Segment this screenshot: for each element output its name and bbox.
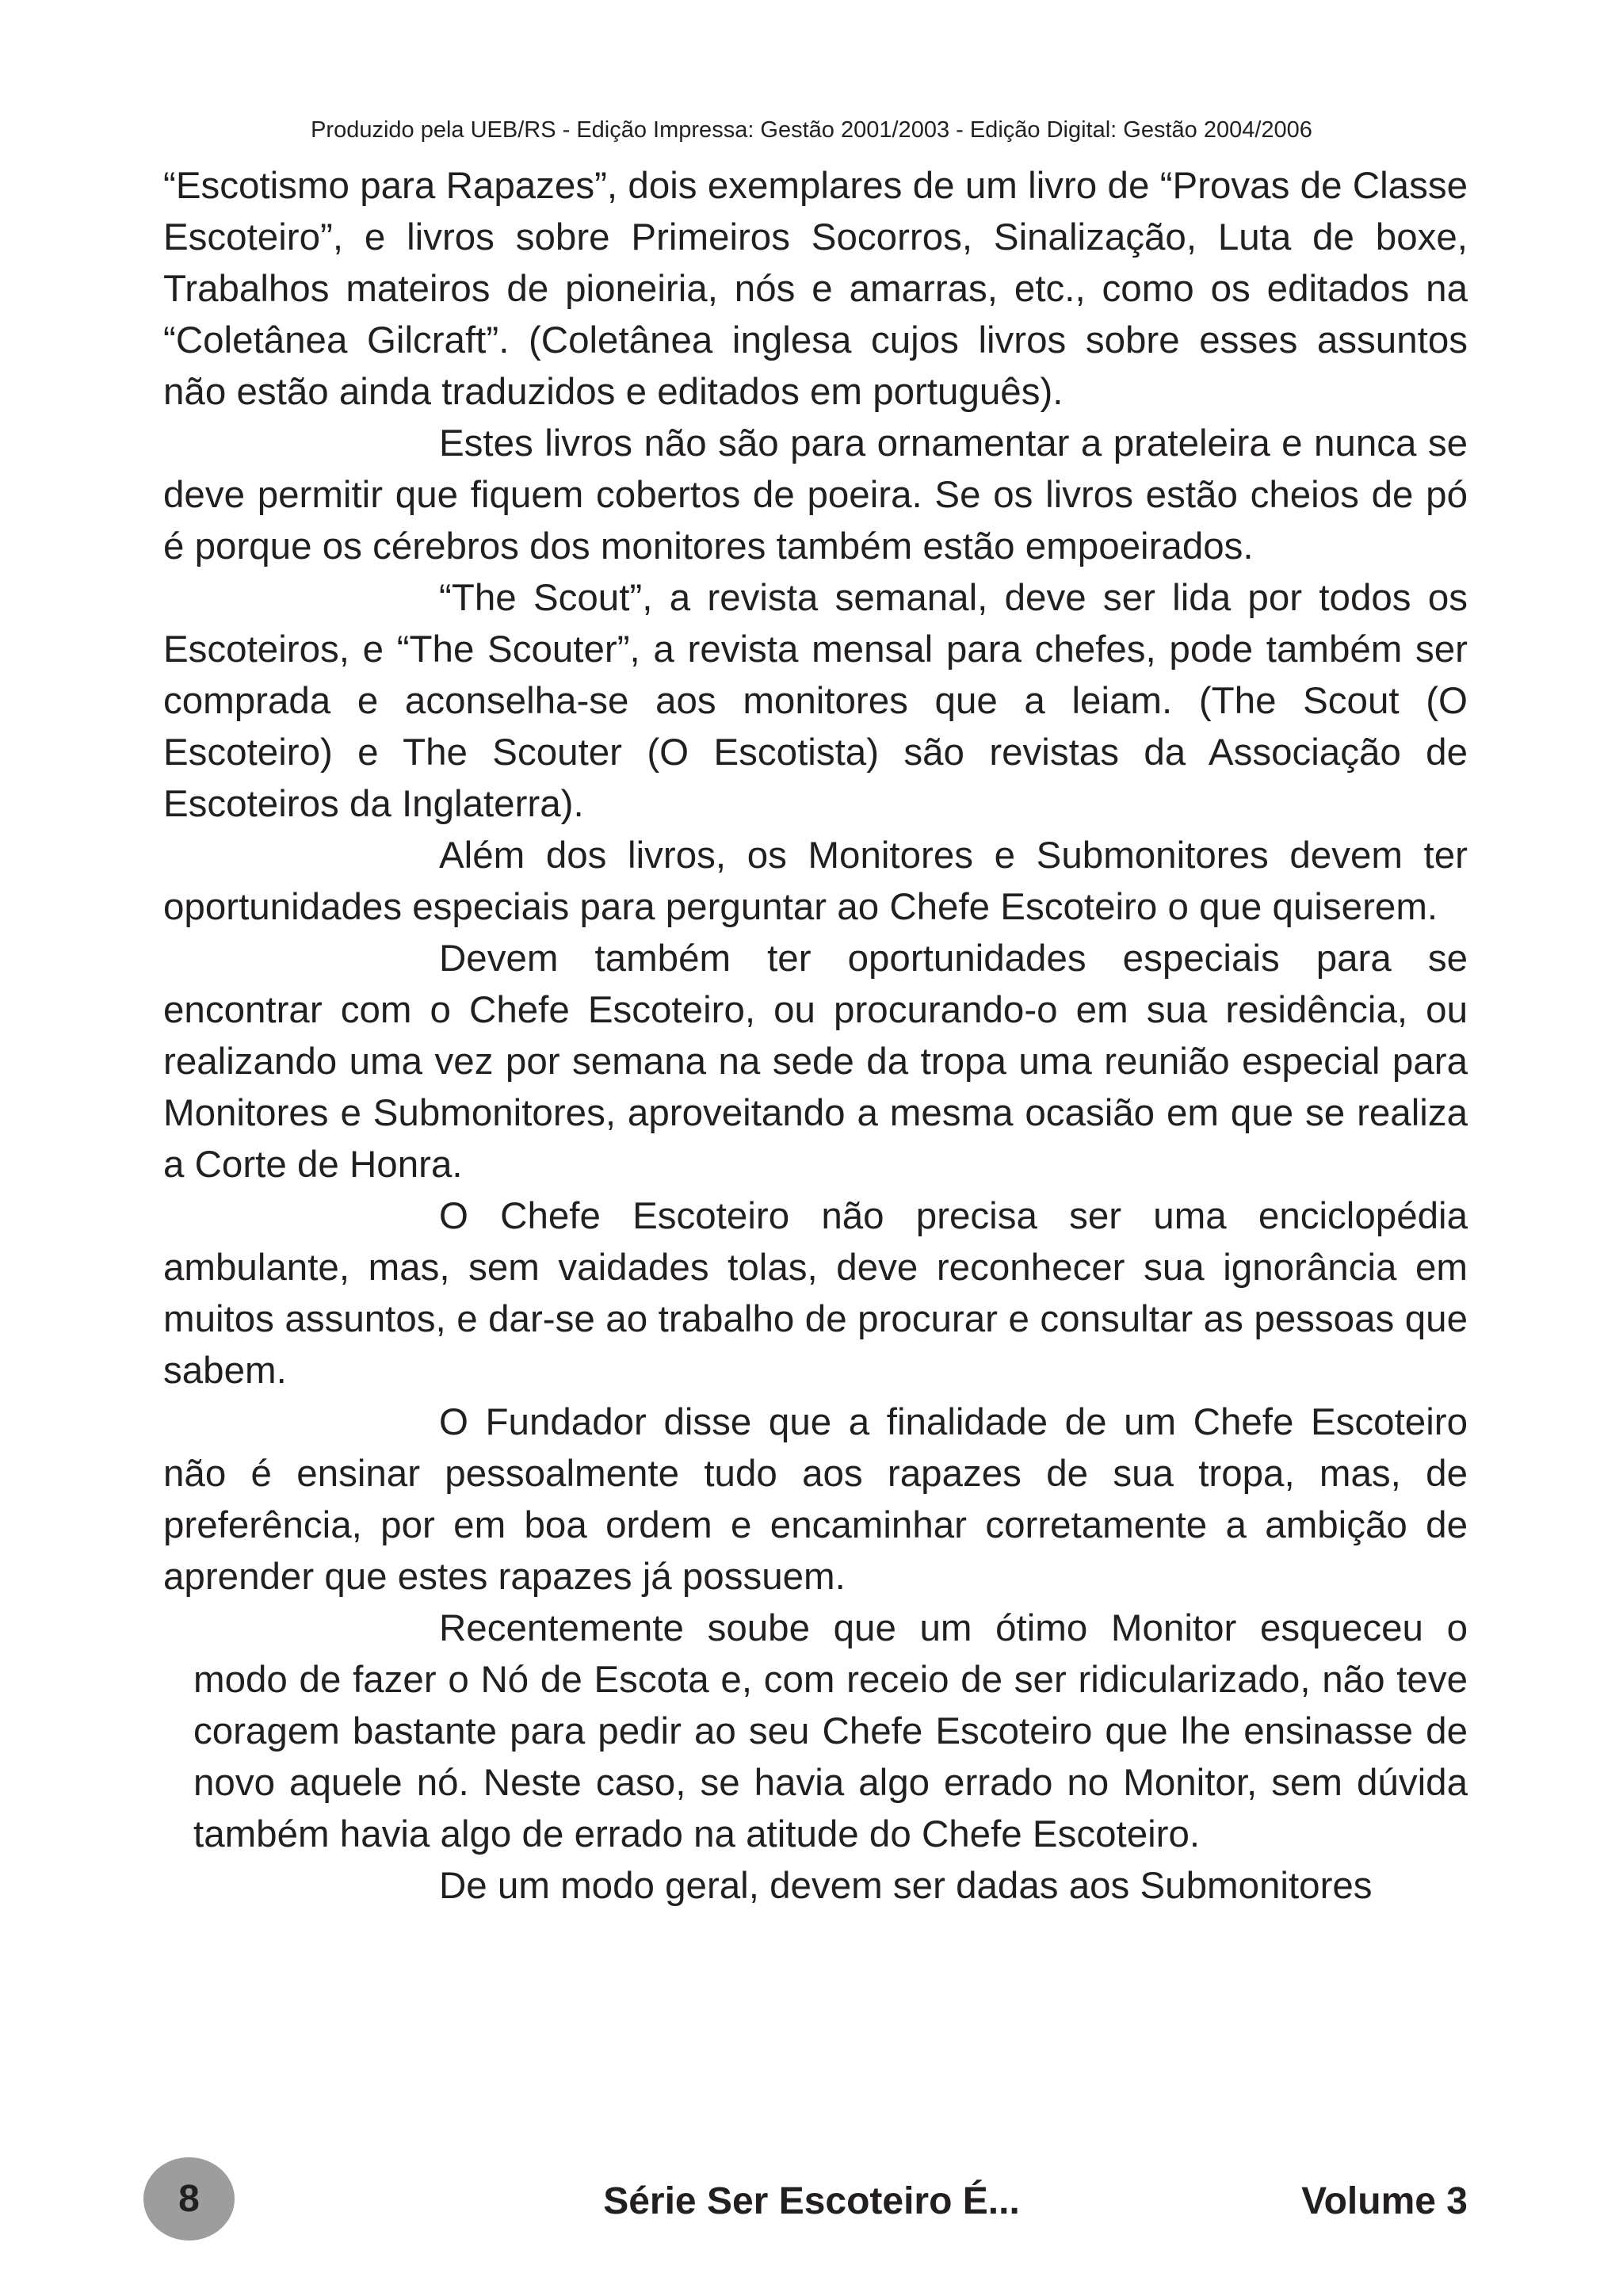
page-footer (0, 2157, 1623, 2244)
series-title: Série Ser Escoteiro É... (603, 2180, 1020, 2222)
paragraph-4: Além dos livros, os Monitores e Submonitores devem ter oportunidades especiais para perguntar ao Chefe Escoteiro o que quiserem. (163, 835, 1468, 928)
paragraph-9: De um modo geral, devem ser dadas aos Submonitores (439, 1865, 1373, 1907)
page-number: 8 (178, 2178, 200, 2220)
paragraph-6: O Chefe Escoteiro não precisa ser uma enciclopédia ambulante, mas, sem vaidades tolas, deve reconhecer sua ignorância em muitos assuntos, e dar-se ao trabalho de procurar e consultar as pessoas que sabem. (163, 1195, 1468, 1392)
body-text (163, 160, 1468, 1912)
running-header: Produzido pela UEB/RS - Edição Impressa: Gestão 2001/2003 - Edição Digital: Gestão 2004/2006 (311, 117, 1312, 143)
paragraph-5: Devem também ter oportunidades especiais para se encontrar com o Chefe Escoteiro, ou procurando-o em sua residência, ou realizando uma vez por semana na sede da tropa uma reunião especial para Monitores e Submonitores, aproveitando a mesma ocasião em que se realiza a Corte de Honra. (163, 938, 1468, 1186)
paragraph-7: O Fundador disse que a finalidade de um Chefe Escoteiro não é ensinar pessoalmente tudo aos rapazes de sua tropa, mas, de preferência, por em boa ordem e encaminhar corretamente a ambição de aprender que estes rapazes já possuem. (163, 1401, 1468, 1598)
paragraph-2: Estes livros não são para ornamentar a prateleira e nunca se deve permitir que fiquem cobertos de poeira. Se os livros estão cheios de pó é porque os cérebros dos monitores também estão empoeirados. (163, 422, 1468, 567)
volume-label: Volume 3 (1301, 2180, 1468, 2222)
paragraph-1: “Escotismo para Rapazes”, dois exemplares de um livro de “Provas de Classe Escoteiro”, e livros sobre Primeiros Socorros, Sinalização, Luta de boxe, Trabalhos mateiros de pioneiria, nós e amarras, etc., como os editados na “Coletânea Gilcraft”. (Coletânea inglesa cujos livros sobre esses assuntos não estão ainda traduzidos e editados em português). (163, 165, 1468, 413)
paragraph-8: Recentemente soube que um ótimo Monitor esqueceu o modo de fazer o Nó de Escota e, com receio de ser ridicularizado, não teve coragem bastante para pedir ao seu Chefe Escoteiro que lhe ensinasse de novo aquele nó. Neste caso, se havia algo errado no Monitor, sem dúvida também havia algo de errado na atitude do Chefe Escoteiro. (193, 1607, 1468, 1855)
paragraph-3: “The Scout”, a revista semanal, deve ser lida por todos os Escoteiros, e “The Scouter”, a revista mensal para chefes, pode também ser comprada e aconselha-se aos monitores que a leiam. (The Scout (O Escoteiro) e The Scouter (O Escotista) são revistas da Associação de Escoteiros da Inglaterra). (163, 577, 1468, 825)
